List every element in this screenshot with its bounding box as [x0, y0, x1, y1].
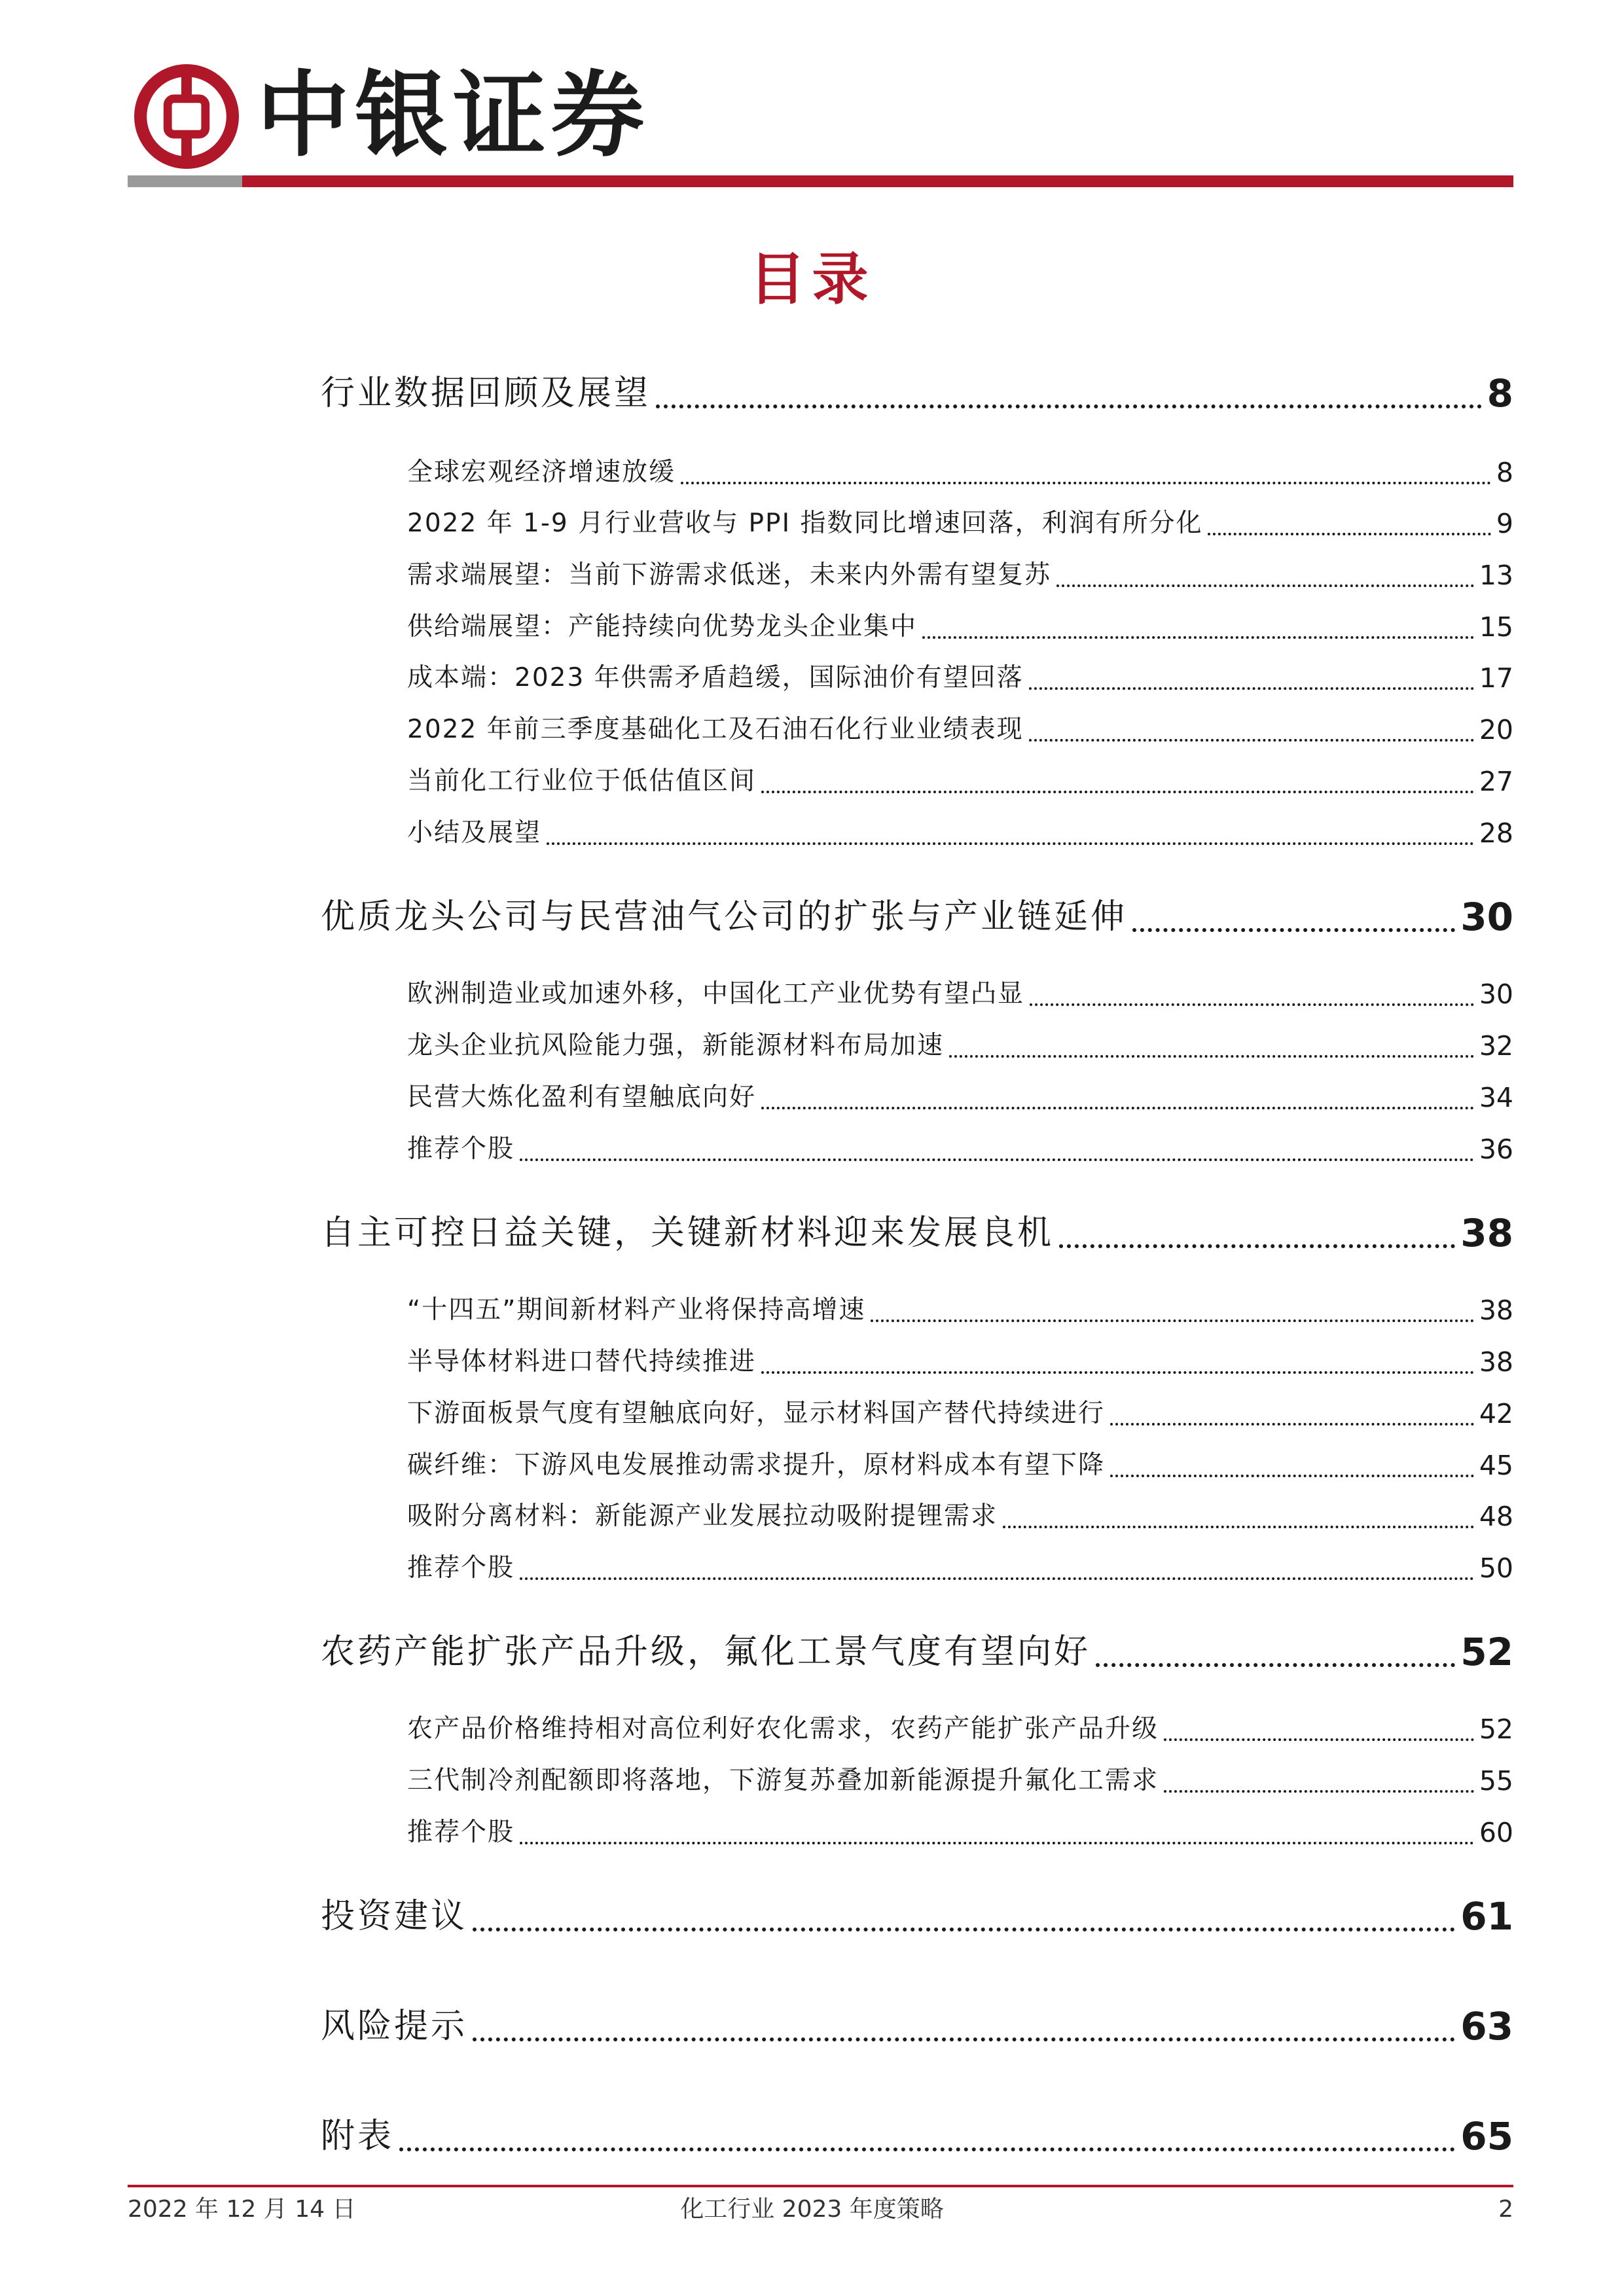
toc-section[interactable]: [321, 1997, 1513, 2049]
dot-leader: [1110, 1475, 1474, 1477]
toc-subsection-title: 2022 年 1-9 月行业营收与 PPI 指数同比增速回落，利润有所分化: [407, 509, 1203, 538]
toc-page-number: 30: [1460, 895, 1513, 939]
toc-page-number: 63: [1460, 2004, 1513, 2049]
toc-page-number: 52: [1479, 1713, 1513, 1745]
toc-section[interactable]: [321, 2107, 1513, 2159]
header-rule-grey: [128, 175, 242, 187]
toc-subsection[interactable]: [407, 1025, 1513, 1064]
dot-leader: [761, 1107, 1474, 1109]
toc-subsection[interactable]: [407, 1812, 1513, 1851]
toc-section-title: 附表: [321, 2117, 395, 2156]
toc-section-title: 投资建议: [321, 1897, 468, 1936]
dot-leader: [1164, 1790, 1474, 1793]
toc-page-number: 8: [1487, 371, 1513, 416]
toc-section[interactable]: [321, 1204, 1513, 1256]
footer-rule: [128, 2185, 1513, 2187]
dot-leader: [922, 636, 1474, 639]
dot-leader: [547, 842, 1474, 845]
toc-subsection[interactable]: [407, 1128, 1513, 1168]
toc-subsection-title: 小结及展望: [407, 818, 542, 848]
toc-subsection-title: 半导体材料进口替代持续推进: [407, 1347, 757, 1376]
dot-leader: [473, 2037, 1455, 2041]
toc-subsection[interactable]: [407, 657, 1513, 696]
dot-leader: [1164, 1738, 1474, 1741]
toc-page-number: 60: [1479, 1817, 1513, 1848]
toc-page-number: 38: [1479, 1346, 1513, 1378]
toc-page-number: 9: [1496, 508, 1513, 539]
toc-page-number: 50: [1479, 1552, 1513, 1584]
brand-name: 中银证券: [257, 61, 649, 170]
dot-leader: [656, 404, 1482, 408]
toc-page-number: 55: [1479, 1765, 1513, 1797]
toc-page-number: 17: [1479, 662, 1513, 694]
toc-subsection[interactable]: [407, 1708, 1513, 1748]
dot-leader: [1208, 533, 1490, 535]
header-rule-red: [242, 175, 1513, 187]
dot-leader: [871, 1319, 1473, 1322]
toc-subsection-title: 推荐个股: [407, 1553, 515, 1583]
toc-subsection-title: 2022 年前三季度基础化工及石油石化行业业绩表现: [407, 715, 1024, 744]
toc-page-number: 8: [1496, 457, 1513, 488]
dot-leader: [520, 1158, 1474, 1161]
dot-leader: [1056, 584, 1474, 587]
toc-subsection-title: 吸附分离材料：新能源产业发展拉动吸附提锂需求: [407, 1501, 998, 1531]
dot-leader: [1003, 1526, 1474, 1528]
toc-page-number: 65: [1460, 2114, 1513, 2159]
toc-subsection[interactable]: [407, 503, 1513, 542]
toc-page-number: 42: [1479, 1398, 1513, 1429]
dot-leader: [1132, 928, 1455, 932]
toc-subsection-title: 龙头企业抗风险能力强，新能源材料布局加速: [407, 1031, 945, 1060]
toc-subsection-title: 三代制冷剂配额即将落地，下游复苏叠加新能源提升氟化工需求: [407, 1766, 1159, 1795]
toc-subsection-title: 当前化工行业位于低估值区间: [407, 766, 757, 796]
bank-of-china-logo-icon: [134, 64, 239, 169]
toc-page-number: 38: [1479, 1295, 1513, 1326]
toc-subsection[interactable]: [407, 1341, 1513, 1380]
toc-section[interactable]: [321, 888, 1513, 940]
dot-leader: [1029, 739, 1474, 742]
toc-section[interactable]: [321, 364, 1513, 416]
toc-page-number: 27: [1479, 766, 1513, 797]
toc-page-number: 32: [1479, 1030, 1513, 1062]
toc-subsection[interactable]: [407, 709, 1513, 748]
toc-subsection-title: 碳纤维：下游风电发展推动需求提升，原材料成本有望下降: [407, 1450, 1106, 1480]
toc-subsection-title: 推荐个股: [407, 1134, 515, 1164]
toc-subsection[interactable]: [407, 761, 1513, 800]
toc-subsection-title: 全球宏观经济增速放缓: [407, 457, 676, 487]
dot-leader: [1059, 1244, 1455, 1248]
toc-subsection[interactable]: [407, 1077, 1513, 1116]
dot-leader: [1029, 687, 1474, 690]
toc-section-title: 自主可控日益关键，关键新材料迎来发展良机: [321, 1213, 1055, 1253]
toc-page-number: 15: [1479, 611, 1513, 643]
toc-page-number: 61: [1460, 1894, 1513, 1939]
dot-leader: [1110, 1423, 1474, 1426]
toc-subsection-title: 农产品价格维持相对高位利好农化需求，农药产能扩张产品升级: [407, 1714, 1159, 1744]
footer-report-title: 化工行业 2023 年度策略: [680, 2196, 944, 2223]
toc-subsection-title: “十四五”期间新材料产业将保持高增速: [407, 1295, 866, 1325]
toc-subsection[interactable]: [407, 1289, 1513, 1329]
toc-subsection[interactable]: [407, 812, 1513, 852]
toc-subsection-title: 需求端展望：当前下游需求低迷，未来内外需有望复苏: [407, 560, 1052, 590]
toc-section-title: 行业数据回顾及展望: [321, 374, 651, 413]
toc-subsection[interactable]: [407, 1393, 1513, 1432]
dot-leader: [681, 482, 1491, 484]
dot-leader: [949, 1055, 1474, 1058]
toc-subsection[interactable]: [407, 1444, 1513, 1484]
toc-subsection[interactable]: [407, 452, 1513, 491]
toc-page-number: 52: [1460, 1630, 1513, 1674]
toc-section-title: 优质龙头公司与民营油气公司的扩张与产业链延伸: [321, 897, 1128, 937]
toc-subsection[interactable]: [407, 1760, 1513, 1799]
toc-page-number: 34: [1479, 1082, 1513, 1113]
toc-section-title: 风险提示: [321, 2007, 468, 2046]
toc-page-number: 28: [1479, 817, 1513, 849]
toc-page-number: 48: [1479, 1501, 1513, 1532]
dot-leader: [761, 791, 1474, 793]
toc-subsection-title: 成本端：2023 年供需矛盾趋缓，国际油价有望回落: [407, 663, 1024, 692]
dot-leader: [761, 1371, 1474, 1374]
toc-subsection-title: 供给端展望：产能持续向优势龙头企业集中: [407, 612, 918, 641]
footer-date: 2022 年 12 月 14 日: [128, 2196, 356, 2223]
dot-leader: [520, 1842, 1474, 1844]
toc-page-number: 38: [1460, 1211, 1513, 1255]
dot-leader: [520, 1577, 1474, 1580]
toc-subsection[interactable]: [407, 973, 1513, 1013]
toc-section[interactable]: [321, 1887, 1513, 1939]
toc-subsection-title: 下游面板景气度有望触底向好，显示材料国产替代持续进行: [407, 1399, 1106, 1428]
toc-page-number: 13: [1479, 560, 1513, 591]
toc-page-number: 36: [1479, 1134, 1513, 1165]
dot-leader: [473, 1928, 1455, 1931]
dot-leader: [1096, 1663, 1455, 1667]
toc-section[interactable]: [321, 1623, 1513, 1675]
toc-title: 目录: [749, 247, 875, 312]
toc-section-title: 农药产能扩张产品升级，氟化工景气度有望向好: [321, 1632, 1091, 1672]
toc-subsection[interactable]: [407, 1547, 1513, 1587]
dot-leader: [399, 2147, 1455, 2151]
toc-subsection[interactable]: [407, 606, 1513, 645]
toc-page-number: 30: [1479, 978, 1513, 1010]
toc-subsection-title: 民营大炼化盈利有望触底向好: [407, 1083, 757, 1112]
toc-page-number: 45: [1479, 1450, 1513, 1481]
toc-subsection[interactable]: [407, 554, 1513, 594]
footer-page-number: 2: [1498, 2196, 1513, 2223]
toc-page-number: 20: [1479, 714, 1513, 745]
dot-leader: [1030, 1003, 1474, 1006]
toc-subsection-title: 推荐个股: [407, 1818, 515, 1847]
toc-subsection-title: 欧洲制造业或加速外移，中国化工产业优势有望凸显: [407, 979, 1025, 1009]
toc-subsection[interactable]: [407, 1496, 1513, 1535]
